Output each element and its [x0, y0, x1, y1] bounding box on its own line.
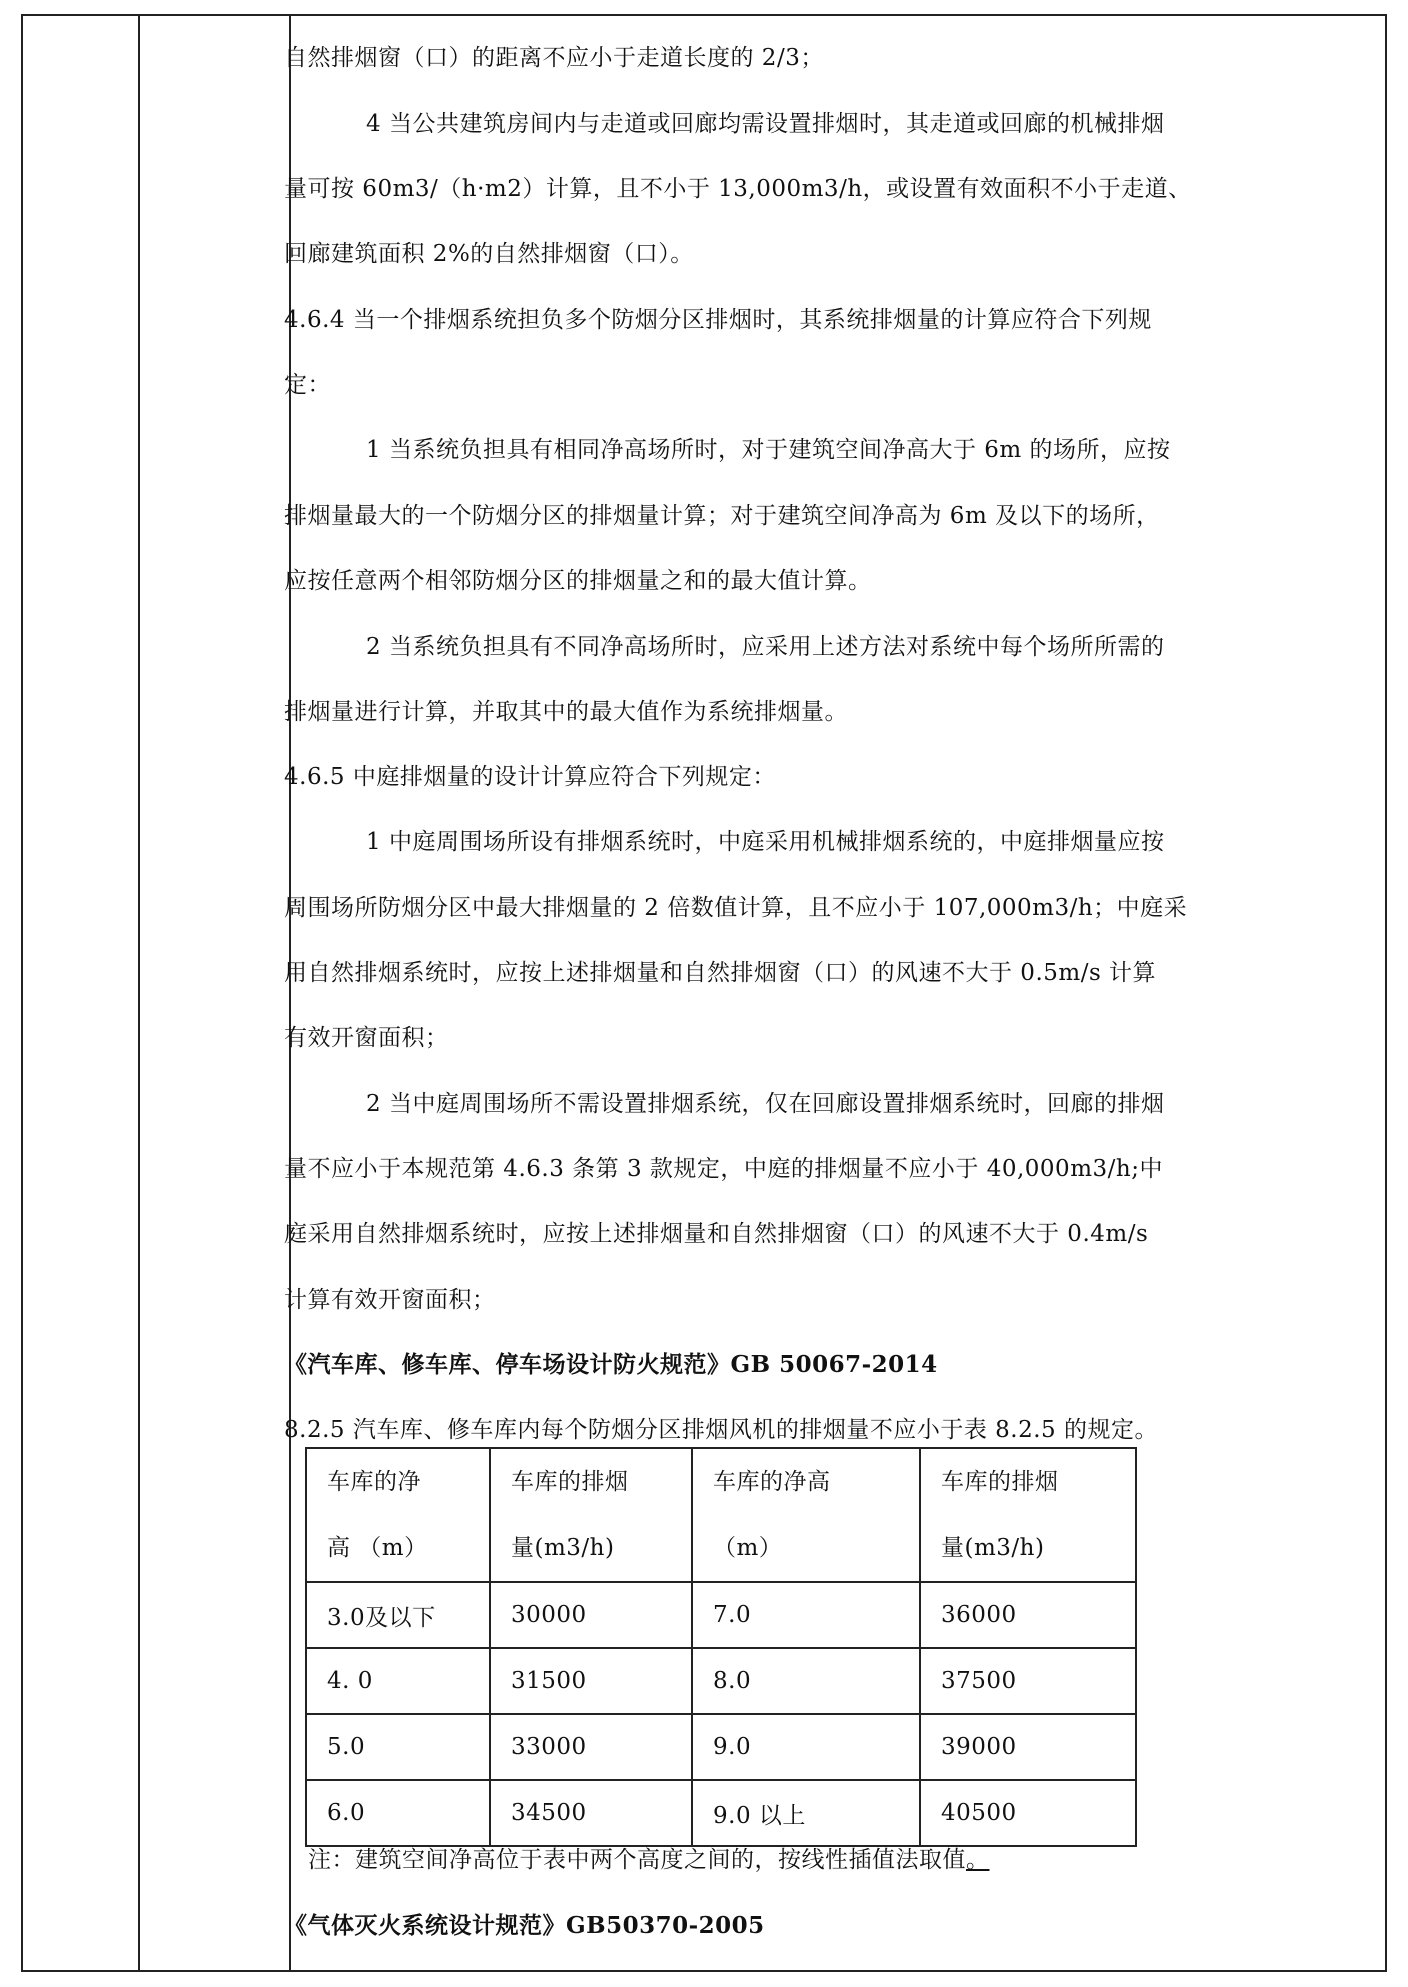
text-line: 回廊建筑面积 2%的自然排烟窗（口）。 — [284, 241, 694, 267]
table-cell: 33000 — [490, 1714, 692, 1780]
table-row — [306, 1582, 1136, 1648]
table-header-cell: 车库的排烟 量(m3/h) — [490, 1448, 692, 1582]
text-line: 应按任意两个相邻防烟分区的排烟量之和的最大值计算。 — [284, 568, 872, 594]
table-header-cell: 车库的净高 （m） — [692, 1448, 920, 1582]
table-cell: 39000 — [920, 1714, 1136, 1780]
text-line: 4 当公共建筑房间内与走道或回廊均需设置排烟时，其走道或回廊的机械排烟 — [366, 111, 1165, 137]
text-line: 量不应小于本规范第 4.6.3 条第 3 款规定，中庭的排烟量不应小于 40,000m3/h;中 — [284, 1156, 1163, 1182]
table-header-row — [306, 1448, 1136, 1582]
text-line: 自然排烟窗（口）的距离不应小于走道长度的 2/3； — [284, 45, 824, 71]
text-line: 定： — [284, 372, 331, 398]
table-cell: 4. 0 — [306, 1648, 490, 1714]
text-line: 庭采用自然排烟系统时，应按上述排烟量和自然排烟窗（口）的风速不大于 0.4m/s — [284, 1221, 1149, 1247]
table-cell: 37500 — [920, 1648, 1136, 1714]
text-line: 有效开窗面积； — [284, 1025, 449, 1051]
text-line: 周围场所防烟分区中最大排烟量的 2 倍数值计算，且不应小于 107,000m3/h；中庭采 — [284, 895, 1188, 921]
table-row — [306, 1780, 1136, 1846]
table-cell: 31500 — [490, 1648, 692, 1714]
table-header-cell: 车库的净 高 （m） — [306, 1448, 490, 1582]
table-header-cell: 车库的排烟 量(m3/h) — [920, 1448, 1136, 1582]
table-cell: 34500 — [490, 1780, 692, 1846]
table-note-tail: 。 — [966, 1847, 990, 1873]
table-cell: 30000 — [490, 1582, 692, 1648]
table-cell: 36000 — [920, 1582, 1136, 1648]
text-line: 1 中庭周围场所设有排烟系统时，中庭采用机械排烟系统的，中庭排烟量应按 — [366, 829, 1165, 855]
text-line: 2 当系统负担具有不同净高场所时，应采用上述方法对系统中每个场所所需的 — [366, 634, 1165, 660]
smoke-exhaust-table — [305, 1447, 1137, 1847]
table-cell: 8.0 — [692, 1648, 920, 1714]
table-cell: 9.0 — [692, 1714, 920, 1780]
text-line: 量可按 60m3/（h·m2）计算，且不小于 13,000m3/h，或设置有效面积不小于走道、 — [284, 176, 1192, 202]
clause-8-2-5: 8.2.5 汽车库、修车库内每个防烟分区排烟风机的排烟量不应小于表 8.2.5 的规定。 — [284, 1417, 1158, 1443]
text-line: 2 当中庭周围场所不需设置排烟系统，仅在回廊设置排烟系统时，回廊的排烟 — [366, 1091, 1165, 1117]
text-line: 排烟量进行计算，并取其中的最大值作为系统排烟量。 — [284, 699, 848, 725]
table-cell: 6.0 — [306, 1780, 490, 1846]
text-line: 排烟量最大的一个防烟分区的排烟量计算；对于建筑空间净高为 6m 及以下的场所， — [284, 503, 1160, 529]
table-row — [306, 1714, 1136, 1780]
text-line: 4.6.5 中庭排烟量的设计计算应符合下列规定： — [284, 764, 776, 790]
column-divider-1 — [138, 16, 140, 1970]
text-line: 4.6.4 当一个排烟系统担负多个防烟分区排烟时，其系统排烟量的计算应符合下列规 — [284, 307, 1152, 333]
section-heading-gas: 《气体灭火系统设计规范》GB50370-2005 — [284, 1912, 765, 1939]
table-cell: 40500 — [920, 1780, 1136, 1846]
table-cell: 9.0 以上 — [692, 1780, 920, 1846]
table-cell: 5.0 — [306, 1714, 490, 1780]
section-heading-garage: 《汽车库、修车库、停车场设计防火规范》GB 50067-2014 — [284, 1351, 938, 1378]
table-cell: 7.0 — [692, 1582, 920, 1648]
text-line: 计算有效开窗面积； — [284, 1287, 496, 1313]
table-row — [306, 1648, 1136, 1714]
table-note-text: 注：建筑空间净高位于表中两个高度之间的，按线性插值法取值 — [308, 1847, 966, 1873]
text-line: 1 当系统负担具有相同净高场所时，对于建筑空间净高大于 6m 的场所，应按 — [366, 437, 1171, 463]
table-cell: 3.0及以下 — [306, 1582, 490, 1648]
text-line: 用自然排烟系统时，应按上述排烟量和自然排烟窗（口）的风速不大于 0.5m/s 计算 — [284, 960, 1157, 986]
